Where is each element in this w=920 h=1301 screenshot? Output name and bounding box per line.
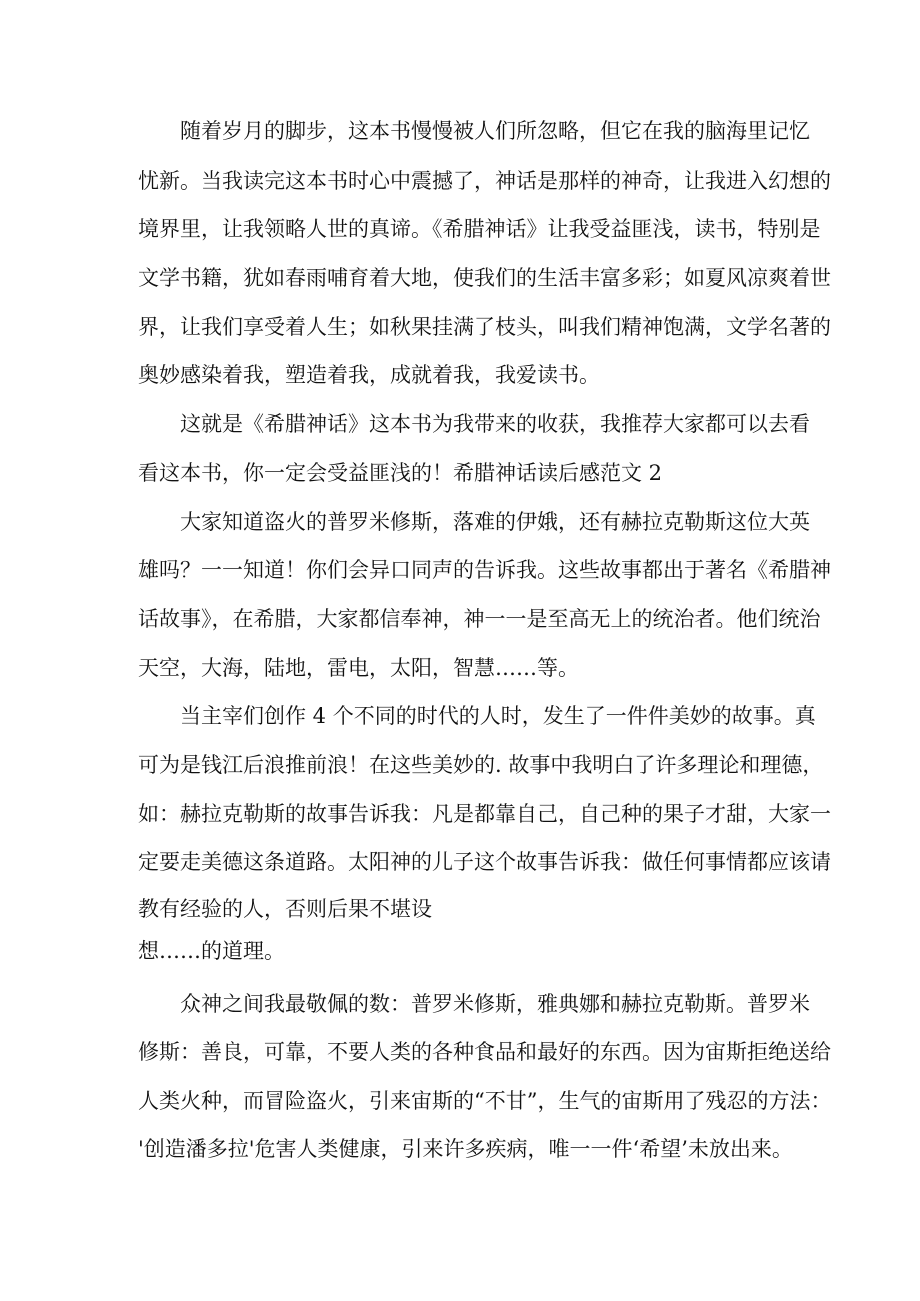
text-line: 界，让我们享受着人生；如秋果挂满了枝头，叫我们精神饱满，文学名著的 — [138, 315, 831, 339]
text-line: 奥妙感染着我，塑造着我，成就着我，我爱读书。 — [138, 363, 600, 387]
text-line: 这就是《希腊神话》这本书为我带来的收获，我推荐大家都可以去看 — [180, 412, 810, 436]
text-line: 修斯：善良，可靠，不要人类的各种食品和最好的东西。因为宙斯拒绝送给 — [138, 1040, 831, 1064]
text-line: 定要走美德这条道路。太阳神的儿子这个故事告诉我：做任何事情都应该请 — [138, 850, 831, 874]
text-line: 忧新。当我读完这本书时心中震撼了，神话是那样的神奇，让我进入幻想的 — [138, 169, 831, 193]
text-line: 当主宰们创作 4 个不同的时代的人时，发生了一件件美妙的故事。真 — [180, 704, 816, 728]
text-line: 天空，大海，陆地，雷电，太阳，智慧……等。 — [138, 656, 579, 680]
text-line: 看这本书，你一定会受益匪浅的！希腊神话读后感范文 2 — [138, 461, 663, 485]
text-line: 境界里，让我领略人世的真谛。《希腊神话》让我受益匪浅，读书，特别是 — [138, 217, 821, 241]
text-line: 可为是钱江后浪推前浪！在这些美妙的. 故事中我明白了许多理论和理德， — [138, 753, 824, 777]
text-line: 话故事》，在希腊，大家都信奉神，神一一是至高无上的统治者。他们统治 — [138, 607, 821, 631]
text-line: 人类火种，而冒险盗火，引来宙斯的“不甘”，生气的宙斯用了残忍的方法： — [138, 1089, 832, 1113]
text-line: 众神之间我最敬佩的数：普罗米修斯，雅典娜和赫拉克勒斯。普罗米 — [180, 992, 810, 1016]
text-line: 想……的道理。 — [138, 939, 285, 963]
text-line: 如：赫拉克勒斯的故事告诉我：凡是都靠自己，自己种的果子才甜，大家一 — [138, 802, 831, 826]
text-line: 随着岁月的脚步，这本书慢慢被人们所忽略，但它在我的脑海里记忆 — [180, 119, 810, 143]
text-line: 雄吗？一一知道！你们会异口同声的告诉我。这些故事都出于著名《希腊神 — [138, 558, 831, 582]
text-line: 教有经验的人，否则后果不堪设 — [138, 897, 432, 921]
text-line: 文学书籍，犹如春雨哺育着大地，使我们的生活丰富多彩；如夏风凉爽着世 — [138, 266, 831, 290]
text-line: 大家知道盗火的普罗米修斯，落难的伊娥，还有赫拉克勒斯这位大英 — [180, 510, 810, 534]
text-line: '创造潘多拉'危害人类健康，引来许多疾病，唯一一件‘希望’未放出来。 — [138, 1137, 793, 1161]
